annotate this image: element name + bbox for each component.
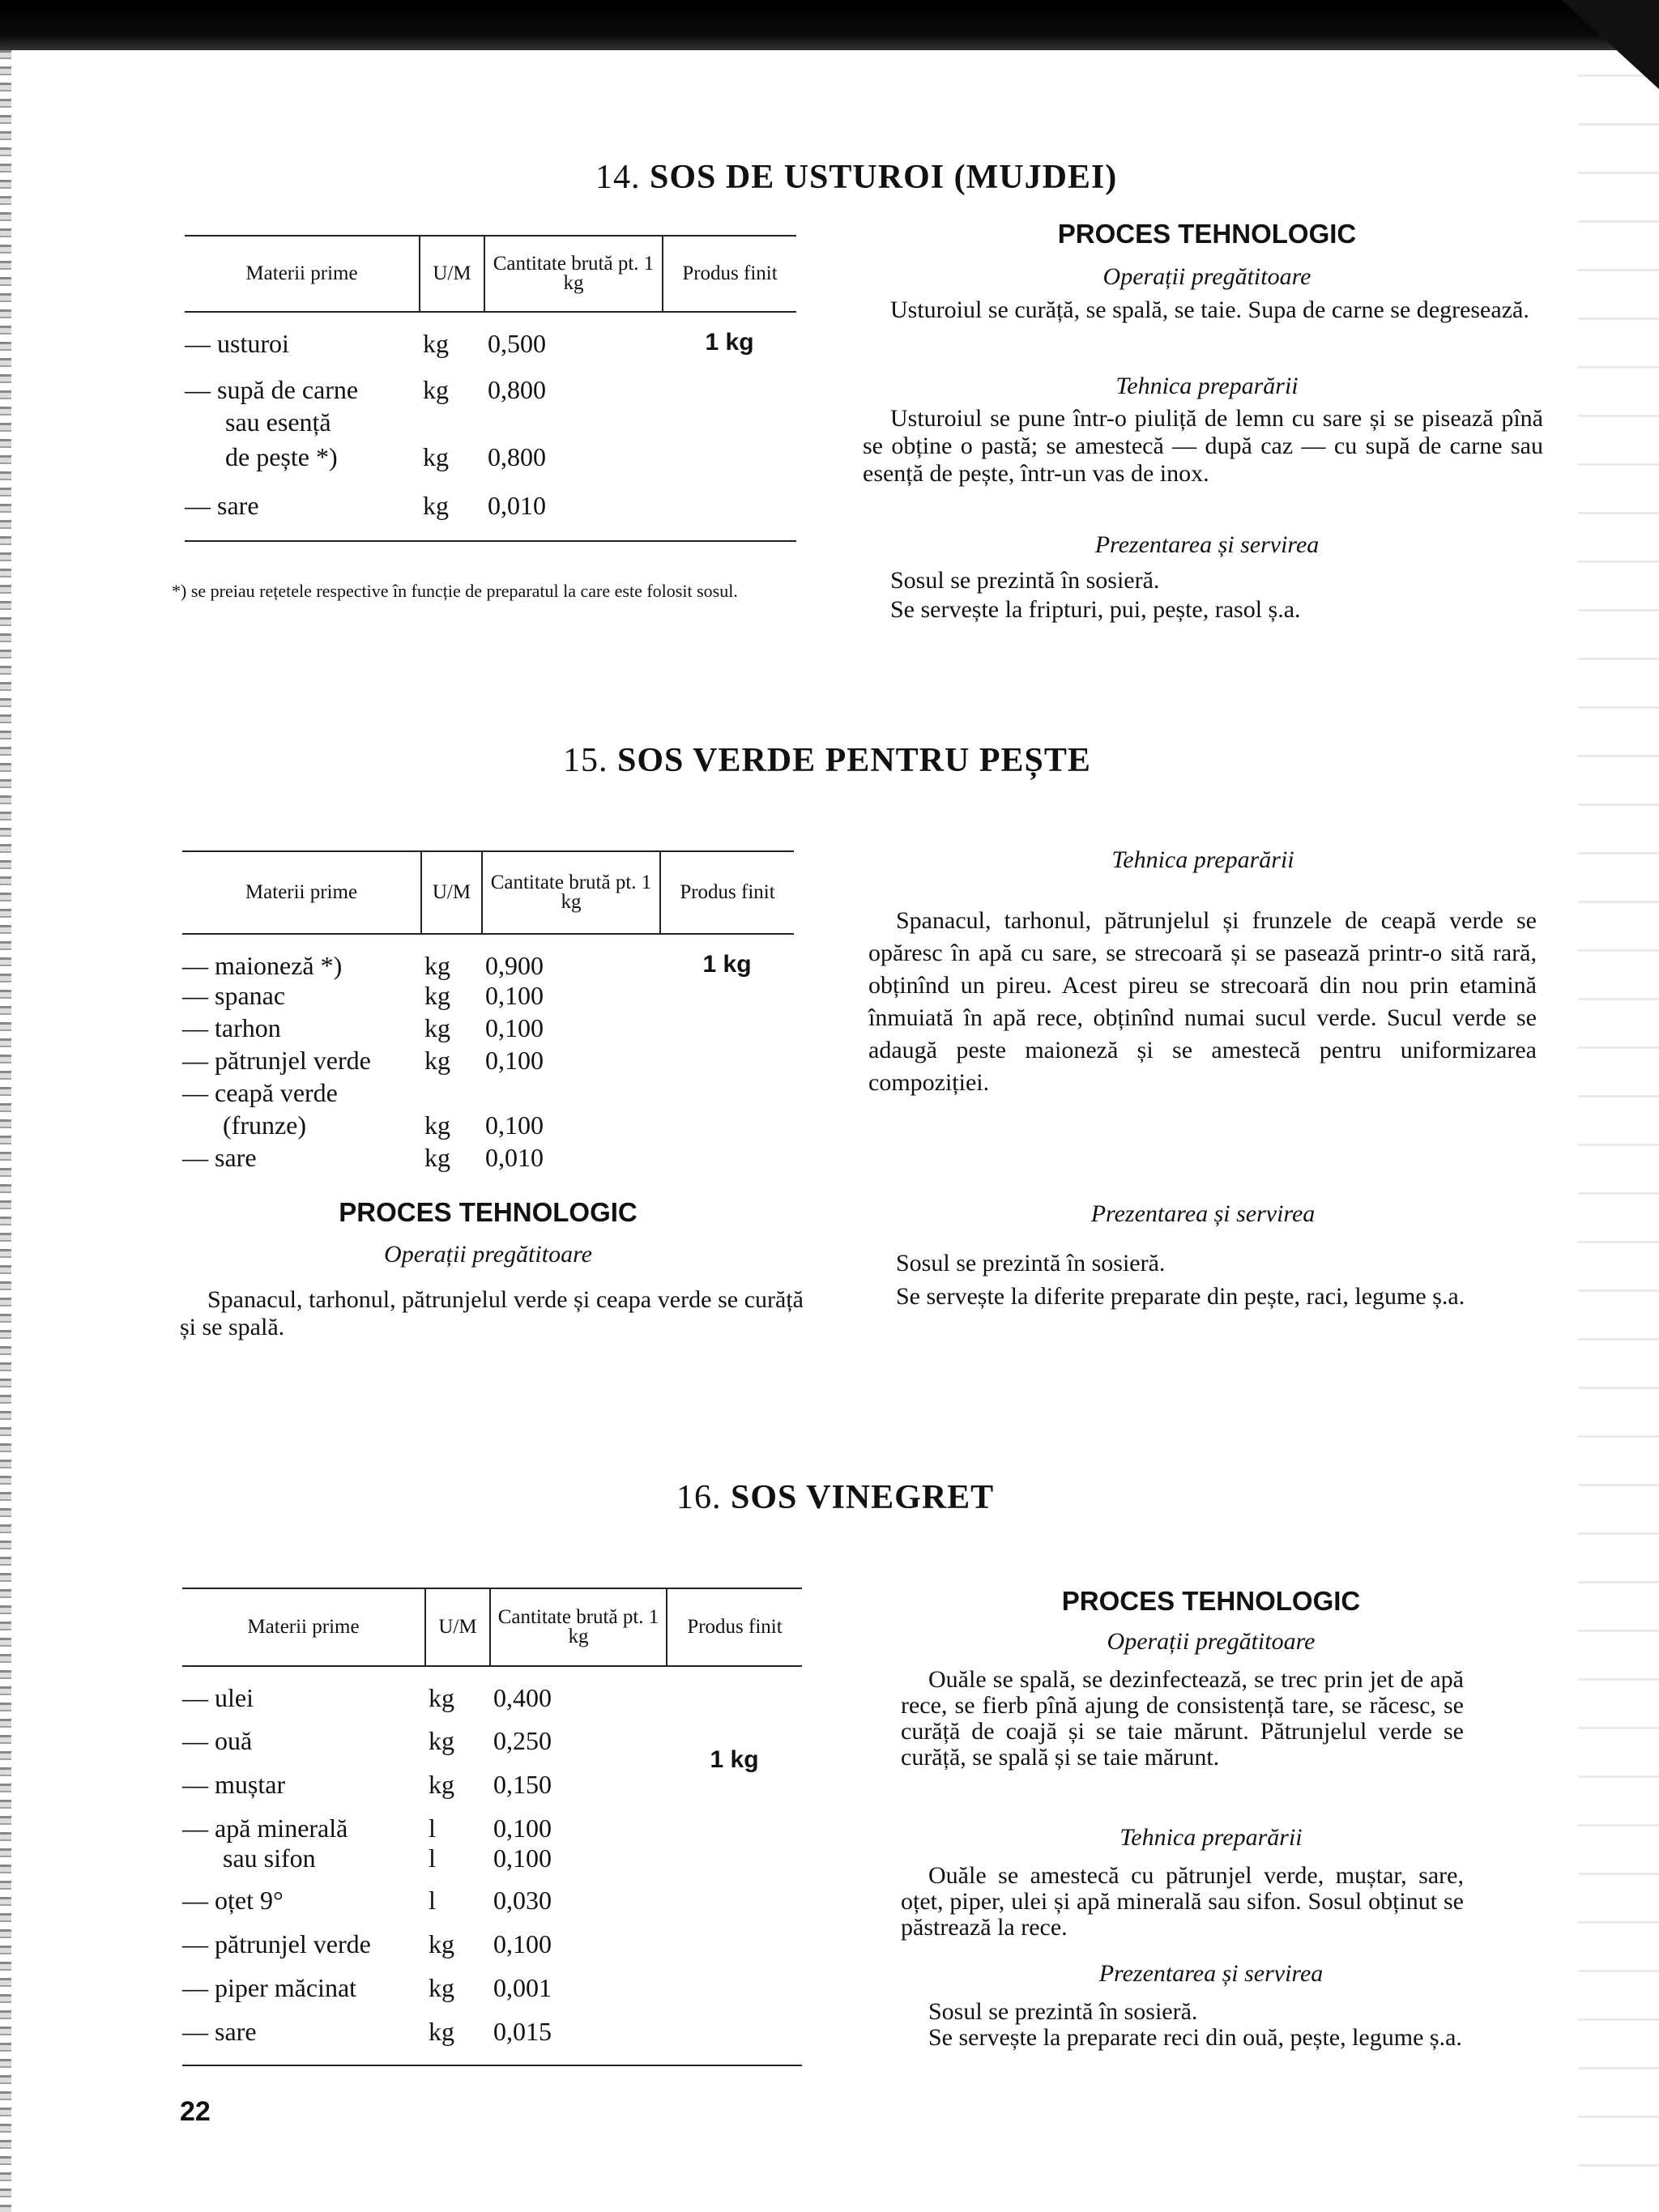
recipe-14-tech-text: Usturoiul se pune într-o piuliță de lemn cu sare și se pisează pînă se obține o pastă; se amestecă — după caz — cu supă de carne sau esență de pește, într-un vas de inox. [863, 405, 1543, 487]
table-cell: kg [424, 951, 450, 980]
recipe-14-op-heading: Operații pregătitoare [1102, 263, 1311, 290]
header-cantitate: Cantitate brută pt. 1 kg [484, 236, 663, 312]
table-cell: 0,900 [485, 951, 544, 980]
table-cell: 0,100 [493, 1813, 552, 1843]
table-cell: — pătrunjel verde [182, 1929, 371, 1958]
header-um: U/M [420, 236, 484, 312]
recipe-15-number: 15. [563, 742, 608, 779]
table-cell: — usturoi [185, 329, 289, 358]
recipe-14-op-text: Usturoiul se curăță, se spală, se taie. Supa de carne se degresează. [890, 296, 1529, 323]
table-cell: kg [423, 442, 449, 471]
recipe-16-title-text: SOS VINEGRET [731, 1479, 995, 1516]
table-cell: kg [424, 1143, 450, 1172]
table-cell: 0,100 [485, 1013, 544, 1042]
table-cell: — pătrunjel verde [182, 1046, 371, 1075]
table-cell: kg [424, 1046, 450, 1075]
header-produs: Produs finit [663, 236, 796, 312]
recipe-15-table [182, 850, 794, 1175]
recipe-14-serve-text-1: Sosul se prezintă în sosieră. [890, 567, 1160, 594]
table-cell: 0,015 [490, 2007, 667, 2065]
table-cell: 0,010 [484, 484, 663, 541]
header-cantitate: Cantitate brută pt. 1 kg [482, 851, 660, 934]
header-um: U/M [425, 1588, 490, 1666]
page-number: 22 [180, 2096, 211, 2127]
table-cell: 0,400 [493, 1683, 552, 1712]
recipe-16-tech-text: Ouăle se amestecă cu pătrunjel verde, muștar, sare, oțet, piper, ulei și apă minerală sau sifon. Sosul obținut se păstrează la rece. [901, 1862, 1464, 1941]
table-cell: — sare [182, 2007, 425, 2065]
table-cell: — maioneză *) [182, 951, 343, 980]
recipe-14-table [185, 235, 796, 542]
table-cell: — muștar [182, 1770, 286, 1799]
table-cell: — piper măcinat [182, 1973, 357, 2002]
table-cell: kg [425, 2007, 490, 2065]
recipe-15-op-heading: Operații pregătitoare [384, 1241, 592, 1268]
table-header-row [185, 236, 796, 312]
recipe-15-tech-heading: Tehnica preparării [1111, 846, 1294, 873]
table-cell: kg [429, 1973, 454, 2002]
table-cell: 0,100 [493, 1843, 552, 1873]
table-cell: — sare [185, 484, 420, 541]
table-cell [421, 1078, 482, 1110]
table-cell: 0,100 [485, 1110, 544, 1140]
table-header-row [182, 851, 794, 934]
table-cell: kg [429, 1683, 454, 1712]
recipe-16-serve-text-1: Sosul se prezintă în sosieră. [928, 1998, 1198, 2025]
table-cell: — spanac [182, 981, 286, 1010]
table-cell: l [429, 1843, 436, 1873]
table-cell: — apă minerală [182, 1813, 348, 1843]
table-cell: 0,100 [485, 981, 544, 1010]
recipe-16-process-heading: PROCES TEHNOLOGIC [1061, 1586, 1361, 1616]
recipe-14-serve-heading: Prezentarea și servirea [1094, 531, 1320, 558]
recipe-15-tech-text: Spanacul, tarhonul, pătrunjelul și frunzele de ceapă verde se opăresc în apă cu sare, se strecoară și se pasează printr-o sită rară, obținînd un pireu. Acest pireu se strecoară din nou prin etamină înmuiată în apă rece, obținînd numai sucul verde. Sucul verde se adaugă peste maioneză și se amestecă pentru uniformizarea compoziției. [868, 907, 1537, 1096]
recipe-14-number: 14. [595, 159, 641, 196]
table-cell: — supă de carne [185, 375, 359, 404]
recipe-16-op-heading: Operații pregătitoare [1107, 1628, 1316, 1655]
table-cell: — ceapă verde [182, 1078, 338, 1107]
product-cell: 1 kg [702, 951, 752, 978]
table-cell: kg [424, 1013, 450, 1042]
table-cell: sau esență [225, 407, 331, 437]
table-cell: kg [429, 1726, 454, 1755]
header-um: U/M [421, 851, 482, 934]
table-cell: 0,800 [488, 442, 546, 471]
table-cell: — ulei [182, 1683, 254, 1712]
table-cell [482, 1078, 660, 1110]
recipe-16-tech-heading: Tehnica preparării [1120, 1824, 1303, 1851]
recipe-15-title-text: SOS VERDE PENTRU PEȘTE [617, 742, 1091, 779]
recipe-16-table [182, 1588, 802, 2066]
table-cell: — ouă [182, 1726, 253, 1755]
table-cell: kg [429, 1770, 454, 1799]
table-cell: 0,100 [493, 1929, 552, 1958]
scan-dark-border [0, 0, 1659, 50]
recipe-16-number: 16. [676, 1479, 722, 1516]
table-cell: de pește *) [225, 442, 338, 471]
product-cell: 1 kg [705, 329, 754, 356]
header-materii: Materii prime [185, 236, 420, 312]
scan-left-edge [0, 50, 11, 2212]
table-cell [484, 407, 663, 437]
table-cell: kg [424, 1110, 450, 1140]
recipe-15-serve-heading: Prezentarea și servirea [1090, 1200, 1316, 1227]
table-cell: — tarhon [182, 1013, 281, 1042]
table-cell: kg [423, 329, 449, 358]
recipe-15-serve-text-1: Sosul se prezintă în sosieră. [896, 1250, 1166, 1276]
header-produs: Produs finit [667, 1588, 802, 1666]
recipe-14-process-heading: PROCES TEHNOLOGIC [1057, 219, 1357, 249]
recipe-14-tech-heading: Tehnica preparării [1115, 373, 1299, 399]
table-cell: kg [423, 375, 449, 404]
table-cell: 0,150 [493, 1770, 552, 1799]
table-cell: kg [424, 981, 450, 1010]
recipe-16-serve-text-2: Se servește la preparate reci din ouă, pește, legume ș.a. [928, 2024, 1462, 2051]
recipe-14-title [595, 158, 1117, 197]
table-header-row [182, 1588, 802, 1666]
recipe-15-serve-text-2: Se servește la diferite preparate din pește, raci, legume ș.a. [896, 1283, 1465, 1310]
table-cell: 0,250 [493, 1726, 552, 1755]
recipe-14-title-text: SOS DE USTUROI (MUJDEI) [650, 159, 1118, 196]
table-cell: kg [429, 1929, 454, 1958]
recipe-14-footnote: *) se preiau rețetele respective în funcție de preparatul la care este folosit sosul. [172, 581, 738, 601]
recipe-15-title [563, 741, 1091, 780]
table-cell: sau sifon [223, 1843, 316, 1873]
header-produs: Produs finit [660, 851, 794, 934]
table-cell: (frunze) [223, 1110, 307, 1140]
table-cell: 0,800 [488, 375, 546, 404]
table-cell: kg [420, 484, 484, 541]
table-cell: 0,010 [485, 1143, 544, 1172]
table-cell: 0,100 [485, 1046, 544, 1075]
table-cell: 0,030 [493, 1886, 552, 1915]
recipe-16-serve-heading: Prezentarea și servirea [1098, 1960, 1324, 1987]
recipe-15-process-heading: PROCES TEHNOLOGIC [339, 1197, 638, 1227]
recipe-15-op-text: Spanacul, tarhonul, pătrunjelul verde și ceapa verde se curăță și se spală. [180, 1286, 804, 1340]
product-cell: 1 kg [710, 1746, 759, 1773]
table-cell: l [429, 1813, 436, 1843]
header-cantitate: Cantitate brută pt. 1 kg [490, 1588, 667, 1666]
table-cell [420, 407, 484, 437]
table-cell: — oțet 9° [182, 1886, 284, 1915]
table-cell: — sare [182, 1143, 257, 1172]
header-materii: Materii prime [182, 1588, 425, 1666]
recipe-14-serve-text-2: Se servește la fripturi, pui, pește, rasol ș.a. [890, 596, 1301, 623]
scan-right-margin [1578, 50, 1659, 2212]
table-cell: l [429, 1886, 436, 1915]
header-materii: Materii prime [182, 851, 421, 934]
recipe-16-op-text: Ouăle se spală, se dezinfectează, se trec prin jet de apă rece, se fierb pînă ajung de consistență tare, se răcesc, se curăță de coajă și se taie mărunt. Pătrunjelul verde se curăță, se spală și se taie mărunt. [901, 1666, 1464, 1771]
recipe-16-title [676, 1478, 994, 1517]
table-cell: 0,500 [488, 329, 546, 358]
table-cell: 0,001 [493, 1973, 552, 2002]
